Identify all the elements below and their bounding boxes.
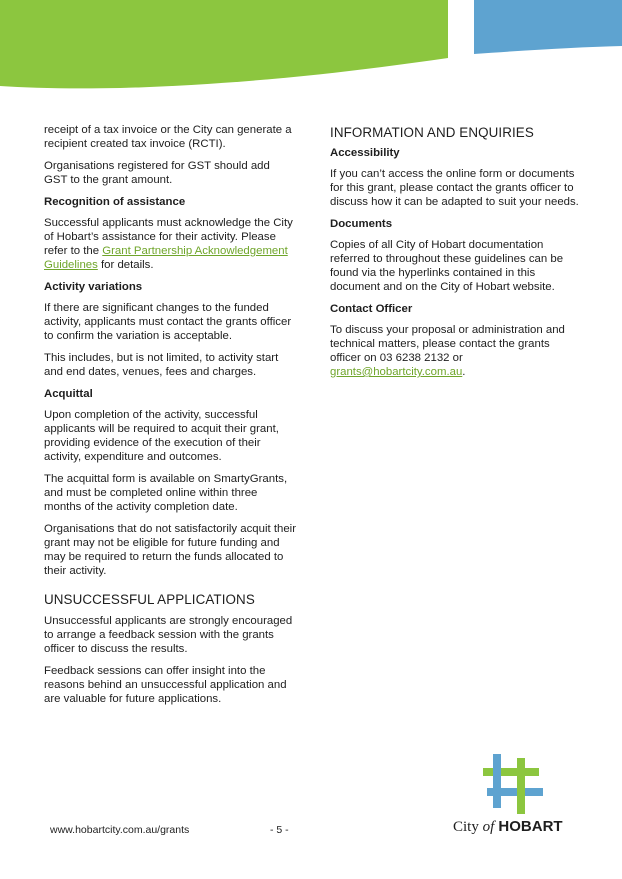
recognition-paragraph bbox=[44, 216, 296, 272]
information-heading: INFORMATION AND ENQUIRIES bbox=[330, 125, 534, 140]
variations-heading: Activity variations bbox=[44, 281, 143, 293]
guidelines-link[interactable]: Grant Partnership Acknowledgement Guidelines bbox=[44, 245, 288, 271]
rcti-paragraph: receipt of a tax invoice or the City can generate a recipient created tax invoice (RCTI). bbox=[44, 124, 292, 150]
contact-text-after: . bbox=[462, 366, 466, 378]
footer-url: www.hobartcity.com.au/grants bbox=[50, 824, 190, 836]
city-of-hobart-logo bbox=[453, 754, 573, 836]
unsuccessful-heading: UNSUCCESSFUL APPLICATIONS bbox=[44, 592, 255, 607]
recognition-heading: Recognition of assistance bbox=[44, 196, 186, 208]
variations-paragraph-1: If there are significant changes to the funded activity, applicants must contact the grants officer to confirm the variation is acceptable. bbox=[44, 302, 292, 342]
right-column bbox=[330, 123, 580, 387]
left-column bbox=[44, 123, 296, 714]
logo-mark-icon bbox=[483, 754, 543, 814]
header-green-swoosh bbox=[0, 0, 448, 88]
page-number: - 5 - bbox=[270, 824, 289, 836]
email-link[interactable]: grants@hobartcity.com.au bbox=[330, 366, 463, 378]
gst-paragraph: Organisations registered for GST should add GST to the grant amount. bbox=[44, 160, 270, 186]
contact-paragraph bbox=[330, 323, 580, 379]
logo-wordmark bbox=[453, 818, 563, 836]
variations-paragraph-2: This includes, but is not limited, to activity start and end dates, venues, fees and charges. bbox=[44, 352, 279, 378]
logo-of: of bbox=[482, 819, 495, 835]
documents-paragraph: Copies of all City of Hobart documentation referred to throughout these guidelines can be found via the hyperlinks contained in this document and on the City of Hobart website. bbox=[330, 239, 564, 293]
unsuccessful-paragraph-2: Feedback sessions can offer insight into the reasons behind an unsuccessful application and are valuable for future applications. bbox=[44, 665, 287, 705]
contact-text-before: To discuss your proposal or administration and technical matters, please contact the grants officer on 03 6238 2132 or bbox=[330, 324, 565, 364]
contact-heading: Contact Officer bbox=[330, 303, 413, 315]
header-blue-band bbox=[474, 0, 622, 54]
logo-city: City bbox=[453, 819, 483, 835]
acquittal-paragraph-2: The acquittal form is available on SmartyGrants, and must be completed online within three months of the activity completion date. bbox=[44, 473, 288, 513]
accessibility-paragraph: If you can’t access the online form or documents for this grant, please contact the grants officer to discuss how it can be adapted to suit your needs. bbox=[330, 168, 579, 208]
accessibility-heading: Accessibility bbox=[330, 147, 400, 159]
acquittal-heading: Acquittal bbox=[44, 388, 93, 400]
unsuccessful-paragraph-1: Unsuccessful applicants are strongly encouraged to arrange a feedback session with the grants officer to discuss the results. bbox=[44, 615, 293, 655]
recognition-text-before: Successful applicants must acknowledge the City of Hobart’s assistance for their activity. Please refer to the bbox=[44, 217, 293, 257]
documents-heading: Documents bbox=[330, 218, 393, 230]
acquittal-paragraph-3: Organisations that do not satisfactorily acquit their grant may not be eligible for future funding and may be required to return the funds allocated to their activity. bbox=[44, 523, 296, 577]
header-decoration bbox=[0, 0, 622, 100]
logo-hobart: HOBART bbox=[494, 818, 563, 835]
acquittal-paragraph-1: Upon completion of the activity, successful applicants will be required to acquit their grant, providing evidence of the execution of their activity, expenditure and outcomes. bbox=[44, 409, 279, 463]
recognition-text-after: for details. bbox=[97, 259, 154, 271]
